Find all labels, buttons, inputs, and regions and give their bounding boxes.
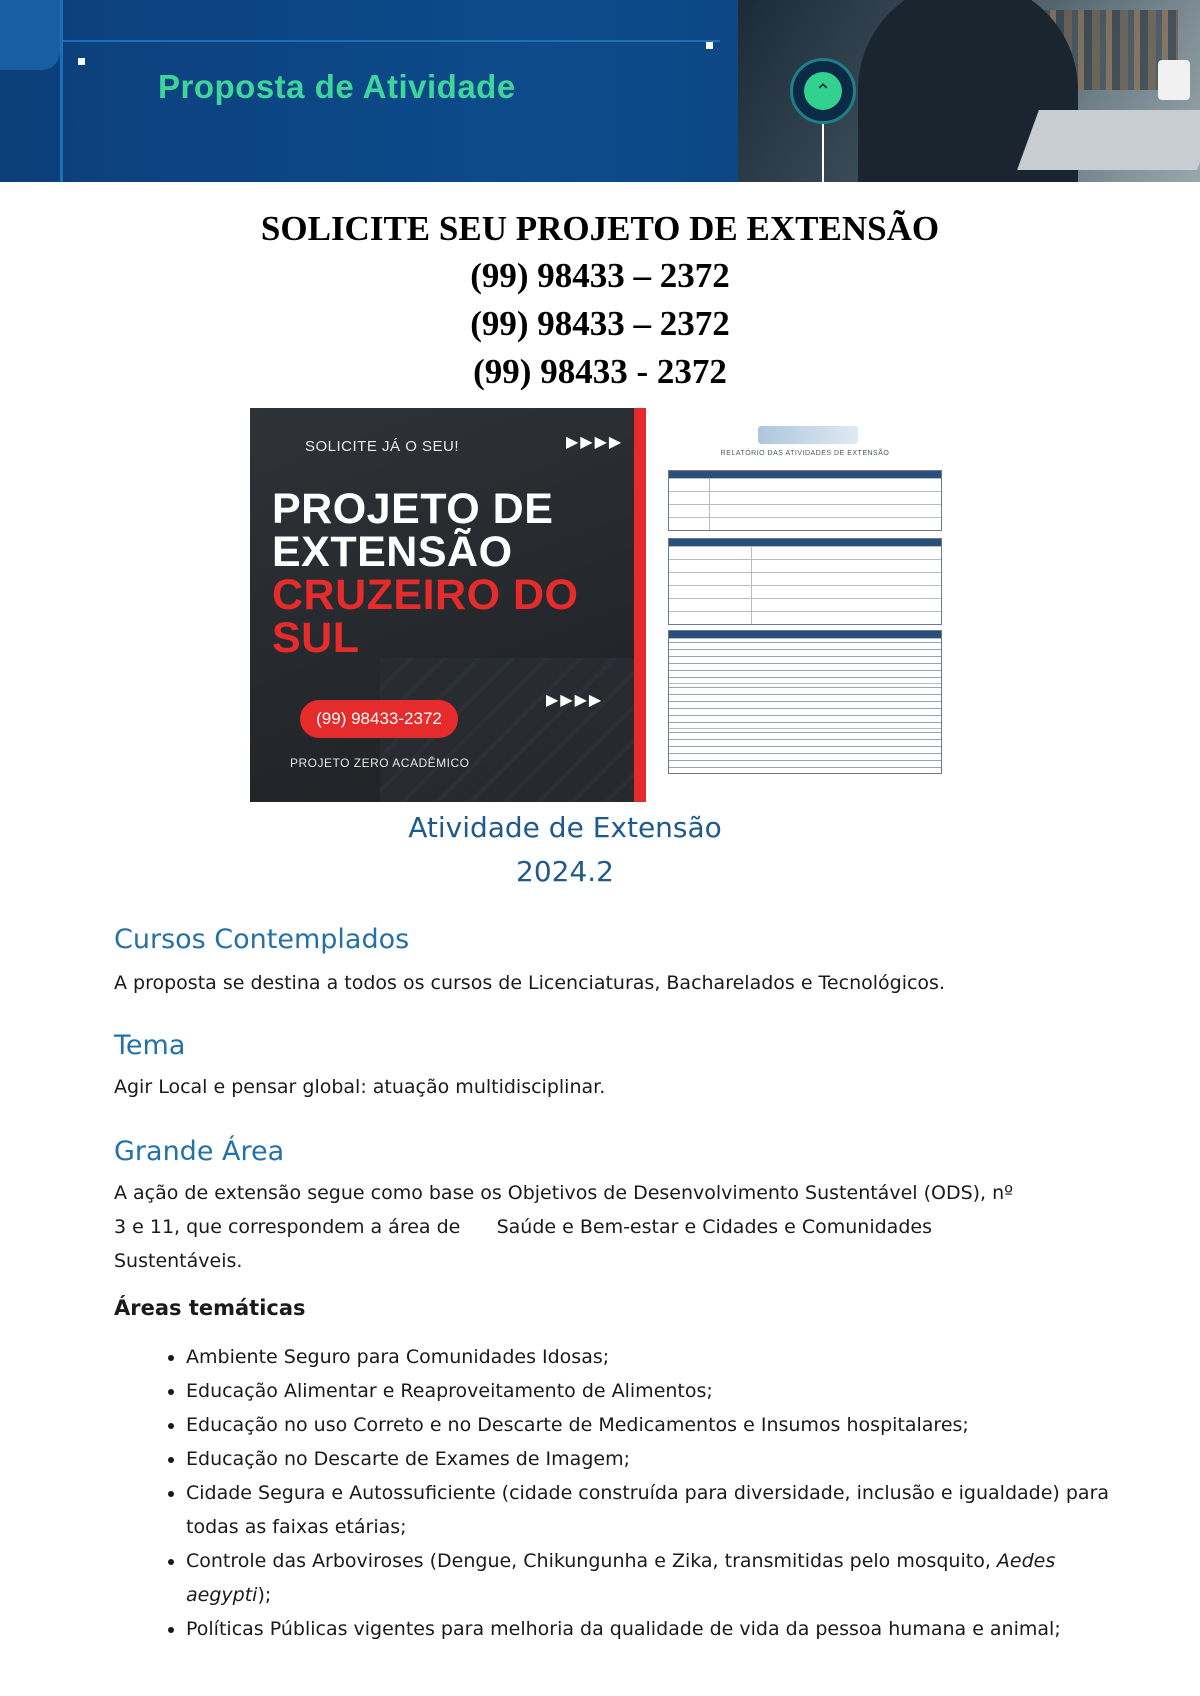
- flyer-title-line: SUL: [272, 614, 360, 662]
- phone-number: (99) 98433 – 2372: [470, 304, 730, 343]
- photo-cup: [1158, 60, 1190, 100]
- grande-area-line: Sustentáveis.: [114, 1250, 243, 1272]
- list-item: • Educação no uso Correto e no Descarte de Medicamentos e Insumos hospitalares;: [186, 1408, 1146, 1442]
- flyer-title-line: CRUZEIRO DO: [272, 571, 579, 619]
- flyer-top-text: SOLICITE JÁ O SEU!: [305, 438, 460, 455]
- flyer-title-line: PROJETO DE: [272, 485, 554, 533]
- list-item: • Ambiente Seguro para Comunidades Idosas;: [186, 1340, 1146, 1374]
- chevron-up-icon: ⌃: [804, 72, 842, 110]
- list-item-text: Controle das Arboviroses (Dengue, Chikungunha e Zika, transmitidas pelo mosquito,: [186, 1550, 997, 1572]
- form-title: RELATÓRIO DAS ATIVIDADES DE EXTENSÃO: [720, 450, 890, 457]
- promo-flyer-image: [250, 408, 646, 802]
- grande-area-line: A ação de extensão segue como base os Objetivos de Desenvolvimento Sustentável (ODS), nº: [114, 1182, 1014, 1204]
- banner-line-decoration: [60, 40, 720, 42]
- areas-tematicas-heading: Áreas temáticas: [114, 1296, 306, 1320]
- banner-title: Proposta de Atividade: [158, 68, 516, 105]
- list-item: • Educação Alimentar e Reaproveitamento de Alimentos;: [186, 1374, 1146, 1408]
- cursos-heading: Cursos Contemplados: [114, 924, 410, 955]
- activity-heading: [0, 806, 1130, 894]
- flyer-red-stripe: [634, 408, 646, 802]
- banner-dot-decoration: [706, 42, 713, 49]
- phone-number: (99) 98433 - 2372: [473, 352, 727, 391]
- grande-area-line: 3 e 11, que correspondem a área de Saúde e Bem-estar e Cidades e Comunidades: [114, 1216, 932, 1238]
- header-banner: [0, 0, 1200, 182]
- cursos-text: A proposta se destina a todos os cursos de Licenciaturas, Bacharelados e Tecnológicos.: [114, 972, 945, 994]
- scroll-up-button[interactable]: [790, 58, 856, 124]
- areas-tematicas-list: [140, 1340, 1146, 1646]
- flyer-footer: PROJETO ZERO ACADÊMICO: [290, 756, 470, 770]
- form-section-development: [668, 630, 942, 774]
- tema-heading: Tema: [114, 1030, 186, 1061]
- university-logo: [758, 426, 858, 444]
- flyer-title-line: EXTENSÃO: [272, 528, 513, 576]
- list-item-text: );: [257, 1584, 272, 1606]
- photo-laptop: [1017, 110, 1200, 170]
- activity-period: 2024.2: [516, 855, 614, 888]
- banner-line-decoration: [60, 0, 63, 182]
- solicite-headline: SOLICITE SEU PROJETO DE EXTENSÃO: [260, 209, 940, 248]
- banner-dot-decoration: [78, 58, 85, 65]
- banner-corner-decoration: [0, 0, 60, 70]
- list-item: [186, 1544, 1146, 1612]
- flyer-phone-pill: (99) 98433-2372: [300, 700, 458, 738]
- grande-area-text: [114, 1176, 1013, 1278]
- grande-area-heading: Grande Área: [114, 1136, 285, 1167]
- tema-text: Agir Local e pensar global: atuação multidisciplinar.: [114, 1076, 606, 1098]
- list-item: • Educação no Descarte de Exames de Imagem;: [186, 1442, 1146, 1476]
- phone-number: (99) 98433 – 2372: [470, 256, 730, 295]
- form-section-activity: [668, 538, 942, 625]
- report-form-thumbnail: [666, 420, 944, 782]
- list-item: • Políticas Públicas vigentes para melhoria da qualidade de vida da pessoa humana e animal;: [186, 1612, 1146, 1646]
- flyer-title: [272, 485, 579, 662]
- banner-line-decoration: [822, 124, 824, 182]
- arrows-icon: ▶▶▶▶: [566, 432, 624, 451]
- arrows-icon: ▶▶▶▶: [546, 690, 604, 709]
- form-section-identification: [668, 470, 942, 531]
- list-item: • Cidade Segura e Autossuficiente (cidade construída para diversidade, inclusão e igualdade) para todas as faixas etárias;: [186, 1476, 1146, 1544]
- solicite-block: [0, 206, 1200, 396]
- activity-title: Atividade de Extensão: [408, 811, 722, 844]
- list-item-italic: Aedes aegypti: [186, 1550, 1056, 1606]
